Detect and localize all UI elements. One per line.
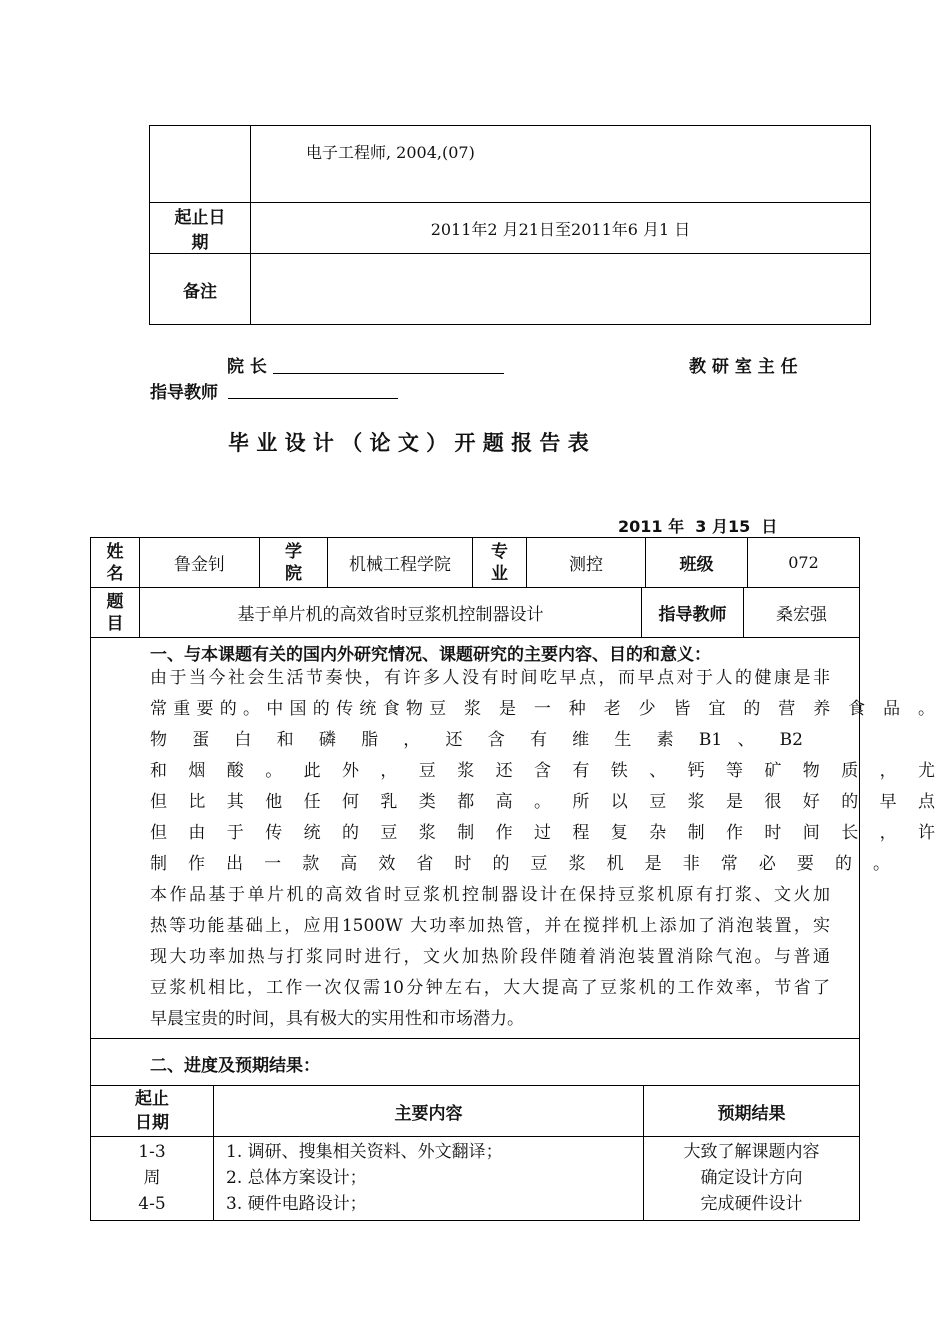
name-label-line1: 姓 [106, 541, 124, 562]
schedule-result-line: 大致了解课题内容 [683, 1142, 820, 1162]
section1-line: 常重要的。中国的传统食物豆 浆 是 一 种 老 少 皆 宜 的 营 养 食 品 。 [150, 699, 935, 719]
schedule-date-line: 4-5 [138, 1194, 166, 1214]
major-label [473, 538, 527, 588]
section1-line: 本作品基于单片机的高效省时豆浆机控制器设计在保持豆浆机原有打浆、文火加 [150, 885, 830, 905]
topic-value: 基于单片机的高效省时豆浆机控制器设计 [140, 588, 642, 638]
schedule-dates-header [91, 1086, 214, 1137]
dean-label: 院 长 [227, 357, 267, 377]
schedule-content-line: 3. 硬件电路设计； [226, 1194, 367, 1214]
schedule-result-line: 完成硬件设计 [700, 1194, 803, 1214]
advisor-label: 指导教师 [642, 588, 744, 638]
schedule-row-content [214, 1137, 644, 1221]
section1-line: 早晨宝贵的时间，具有极大的实用性和市场潜力。 [150, 1009, 524, 1029]
director-label: 教 研 室 主 任 [689, 357, 798, 377]
name-value: 鲁金钊 [140, 538, 260, 588]
schedule-result-line: 确定设计方向 [700, 1168, 803, 1188]
schedule-date-line: 周 [143, 1168, 161, 1188]
section1-heading: 一、与本课题有关的国内外研究情况、课题研究的主要内容、目的和意义： [150, 645, 711, 665]
section1-line: 由于当今社会生活节奏快，有许多人没有时间吃早点，而早点对于人的健康是非 [150, 668, 830, 688]
name-label [91, 538, 140, 588]
class-label: 班级 [646, 538, 748, 588]
top-table-empty-cell [150, 126, 251, 203]
dates-value: 2011年2 月21日至2011年6 月1 日 [251, 203, 871, 254]
major-label-line2: 业 [491, 563, 508, 584]
info-table [90, 537, 860, 588]
advisor-signature-line [228, 398, 398, 399]
section1-line: 现大功率加热与打浆同时进行，文火加热阶段伴随着消泡装置消除气泡。与普通 [150, 947, 830, 967]
form-date: 2011 年 3 月15 日 [618, 517, 778, 536]
section1-line: 物 蛋 白 和 磷 脂 ， 还 含 有 维 生 素 B1 、 B2 [150, 730, 803, 750]
form-title: 毕 业 设 计 （ 论 文 ） 开 题 报 告 表 [228, 431, 589, 455]
section1-line: 豆浆机相比，工作一次仅需10分钟左右，大大提高了豆浆机的工作效率，节省了 [150, 978, 830, 998]
name-label-line2: 名 [106, 563, 124, 584]
dates-label-cell [150, 203, 251, 254]
section1-line: 热等功能基础上，应用1500W 大功率加热管，并在搅拌机上添加了消泡装置，实 [150, 916, 830, 936]
section2-heading: 二、进度及预期结果： [150, 1056, 320, 1076]
major-label-line1: 专 [491, 541, 508, 562]
section1-line: 制 作 出 一 款 高 效 省 时 的 豆 浆 机 是 非 常 必 要 的 。 [150, 854, 890, 874]
dates-label-line2: 期 [191, 233, 209, 253]
schedule-row-dates [91, 1137, 214, 1221]
section1-line: 和 烟 酸 。 此 外 ， 豆 浆 还 含 有 铁 、 钙 等 矿 物 质 ， 尤 [150, 761, 935, 781]
schedule-content-header: 主要内容 [214, 1086, 644, 1137]
remarks-value-cell [251, 254, 871, 325]
section1-line: 但 由 于 传 统 的 豆 浆 制 作 过 程 复 杂 制 作 时 间 长 ， 许 [150, 823, 935, 843]
schedule-row-results [644, 1137, 860, 1221]
dean-signature-line [273, 373, 504, 374]
advisor-value: 桑宏强 [744, 588, 860, 638]
dates-label-line1: 起止日 [174, 208, 226, 228]
reference-text: 电子工程师, 2004,(07) [306, 143, 475, 162]
schedule-result-header: 预期结果 [644, 1086, 860, 1137]
college-label [260, 538, 328, 588]
section1-body [150, 663, 935, 1035]
schedule-content-line: 2. 总体方案设计； [226, 1168, 367, 1188]
section1-line: 但 比 其 他 任 何 乳 类 都 高 。 所 以 豆 浆 是 很 好 的 早 点 [150, 792, 935, 812]
schedule-dates-header-line1: 起止 [135, 1089, 169, 1109]
remarks-label: 备注 [150, 254, 251, 325]
major-value: 测控 [527, 538, 646, 588]
reference-cell [251, 126, 871, 203]
topic-table [90, 587, 860, 638]
college-label-line1: 学 [285, 541, 302, 562]
advisor-signature-label: 指导教师 [150, 383, 218, 403]
schedule-content-line: 1. 调研、搜集相关资料、外文翻译； [226, 1142, 503, 1162]
topic-label-line2: 目 [106, 613, 124, 634]
class-value: 072 [748, 538, 860, 588]
schedule-date-line: 1-3 [138, 1142, 166, 1162]
college-label-line2: 院 [285, 563, 302, 584]
topic-label-line1: 题 [106, 591, 124, 612]
top-table [149, 125, 871, 325]
college-value: 机械工程学院 [328, 538, 473, 588]
schedule-dates-header-line2: 日期 [135, 1113, 169, 1133]
schedule-table [90, 1085, 860, 1221]
topic-label [91, 588, 140, 638]
